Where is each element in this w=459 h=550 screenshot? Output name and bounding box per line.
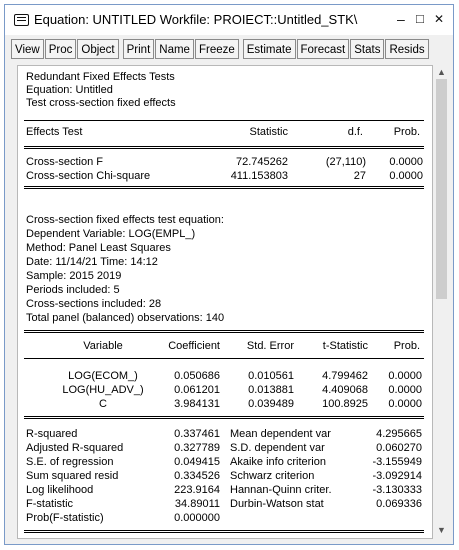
stat-value: 0.337461: [174, 428, 220, 440]
stats-button[interactable]: Stats: [350, 39, 384, 59]
scroll-down-icon[interactable]: ▼: [437, 525, 446, 535]
table-cell: 0.013881: [248, 384, 294, 396]
stat-label: Sum squared resid: [26, 470, 119, 482]
table-cell: 0.010561: [248, 370, 294, 382]
stat-value: 223.9164: [174, 484, 220, 496]
stat-value: 0.060270: [376, 442, 422, 454]
divider: [24, 188, 424, 189]
table-cell: C: [99, 398, 107, 410]
stat-label: Prob(F-statistic): [26, 512, 104, 524]
window-title: Equation: UNTITLED Workfile: PROIECT::Untitled_STK\: [34, 12, 358, 27]
stat-label: F-statistic: [26, 498, 74, 510]
stat-label: Akaike info criterion: [230, 456, 326, 468]
equation-name: Equation: Untitled: [26, 84, 113, 96]
table-cell: LOG(HU_ADV_): [62, 384, 144, 396]
divider: [24, 532, 424, 533]
minimize-button[interactable]: –: [397, 11, 405, 27]
print-button[interactable]: Print: [123, 39, 155, 59]
table-cell: LOG(ECOM_): [68, 370, 138, 382]
stat-value: 0.069336: [376, 498, 422, 510]
stat-label: Adjusted R-squared: [26, 442, 124, 454]
stat-label: R-squared: [26, 428, 78, 440]
scroll-up-icon[interactable]: ▲: [437, 67, 446, 77]
proc-button[interactable]: Proc: [45, 39, 77, 59]
divider: [24, 330, 424, 331]
stat-value: 4.295665: [376, 428, 422, 440]
object-button[interactable]: Object: [77, 39, 118, 59]
scrollbar-thumb[interactable]: [436, 79, 447, 299]
forecast-button[interactable]: Forecast: [297, 39, 350, 59]
test-description: Test cross-section fixed effects: [26, 97, 176, 109]
col-header: Prob.: [393, 340, 420, 352]
method: Method: Panel Least Squares: [26, 242, 171, 254]
dependent-variable: Dependent Variable: LOG(EMPL_): [26, 228, 196, 240]
table-cell: 411.153803: [230, 170, 288, 182]
col-header: Variable: [83, 340, 123, 352]
stat-label: Hannan-Quinn criter.: [230, 484, 332, 496]
divider: [24, 418, 424, 419]
stat-value: 0.000000: [174, 512, 220, 524]
periods: Periods included: 5: [26, 284, 120, 296]
col-header: Statistic: [249, 126, 288, 138]
stat-label: S.E. of regression: [26, 456, 114, 468]
stat-value: -3.092914: [372, 470, 422, 482]
table-cell: 0.061201: [174, 384, 220, 396]
stat-label: Durbin-Watson stat: [230, 498, 324, 510]
divider: [24, 530, 424, 531]
divider: [24, 120, 424, 121]
divider: [24, 358, 424, 359]
stat-value: -3.130333: [372, 484, 422, 496]
resids-button[interactable]: Resids: [385, 39, 428, 59]
title-bar[interactable]: [5, 5, 453, 35]
freeze-button[interactable]: Freeze: [195, 39, 239, 59]
table-cell: Cross-section F: [26, 156, 104, 168]
view-button[interactable]: View: [11, 39, 44, 59]
col-header: Std. Error: [246, 340, 294, 352]
table-cell: 0.0000: [388, 398, 422, 410]
window-menu-icon[interactable]: [14, 14, 29, 26]
table-cell: Cross-section Chi-square: [26, 170, 151, 182]
divider: [24, 332, 424, 333]
table-cell: 3.984131: [174, 398, 220, 410]
col-header: t-Statistic: [322, 340, 368, 352]
table-cell: 100.8925: [322, 398, 368, 410]
stat-label: Schwarz criterion: [230, 470, 315, 482]
stat-value: -3.155949: [372, 456, 422, 468]
table-cell: 4.409068: [322, 384, 368, 396]
table-cell: 0.0000: [389, 156, 423, 168]
table-cell: 0.039489: [248, 398, 294, 410]
table-cell: 0.0000: [388, 370, 422, 382]
date-time: Date: 11/14/21 Time: 14:12: [26, 256, 158, 268]
stat-value: 0.327789: [174, 442, 220, 454]
divider: [24, 146, 424, 147]
equation-window: [4, 4, 454, 545]
close-button[interactable]: ✕: [434, 12, 445, 26]
observations: Total panel (balanced) observations: 140: [26, 312, 225, 324]
stat-value: 34.89011: [174, 498, 220, 510]
table-cell: 72.745262: [236, 156, 288, 168]
name-button[interactable]: Name: [155, 39, 194, 59]
cross-sections: Cross-sections included: 28: [26, 298, 162, 310]
table-cell: 0.0000: [388, 384, 422, 396]
sample: Sample: 2015 2019: [26, 270, 122, 282]
col-header: d.f.: [347, 126, 363, 138]
stat-value: 0.049415: [174, 456, 220, 468]
table-cell: 4.799462: [322, 370, 368, 382]
stat-value: 0.334526: [174, 470, 220, 482]
col-header: Prob.: [393, 126, 420, 138]
table-cell: 27: [353, 170, 366, 182]
col-header: Coefficient: [168, 340, 220, 352]
divider: [24, 416, 424, 417]
divider: [24, 148, 424, 149]
vertical-scrollbar[interactable]: [434, 65, 449, 539]
table-cell: 0.050686: [174, 370, 220, 382]
divider: [24, 186, 424, 187]
maximize-button[interactable]: □: [416, 11, 424, 26]
test-title: Redundant Fixed Effects Tests: [26, 71, 175, 83]
col-header: Effects Test: [26, 126, 83, 138]
stat-label: Log likelihood: [26, 484, 94, 496]
stat-label: S.D. dependent var: [230, 442, 325, 454]
toolbar: [11, 39, 429, 61]
output-spool[interactable]: [17, 65, 433, 539]
stat-label: Mean dependent var: [230, 428, 331, 440]
info-line: Cross-section fixed effects test equation:: [26, 214, 224, 226]
estimate-button[interactable]: Estimate: [243, 39, 296, 59]
table-cell: (27,110): [325, 156, 366, 168]
table-cell: 0.0000: [389, 170, 423, 182]
